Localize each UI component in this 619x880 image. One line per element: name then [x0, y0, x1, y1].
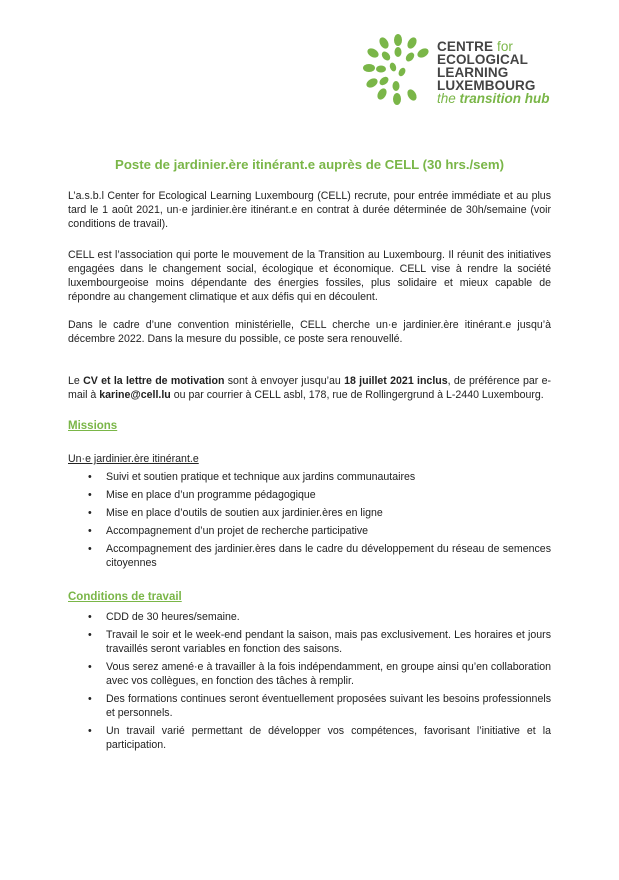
list-item: • Des formations continues seront éventuellement proposées suivant les besoins professionnels et personnels.	[68, 692, 551, 720]
leaf-circle-icon	[362, 34, 434, 106]
conditions-heading: Conditions de travail	[68, 591, 182, 603]
list-item: • Suivi et soutien pratique et technique aux jardins communautaires	[68, 470, 551, 484]
apply-text-3: , de préférence par e-mail à	[68, 375, 551, 401]
list-item: • Mise en place d’outils de soutien aux jardinier.ères en ligne	[68, 506, 551, 520]
apply-email-link[interactable]: karine@cell.lu	[99, 389, 171, 401]
conditions-list	[68, 610, 551, 756]
about-paragraph: CELL est l’association qui porte le mouvement de la Transition au Luxembourg. Il réunit des initiatives engagées dans le changement social, écologique et économique. CELL vise à rendre la société luxembourgeoise moins dépendante des énergies fossiles, plus solidaire et mieux capable de répondre au changement climatique et aux défis qui en découlent.	[68, 249, 551, 303]
convention-paragraph: Dans le cadre d’une convention ministérielle, CELL cherche un·e jardinier.ère itinérant.e jusqu’à décembre 2022. Dans la mesure du possible, ce poste sera renouvellé.	[68, 319, 551, 345]
apply-bold-deadline: 18 juillet 2021 inclus	[344, 375, 448, 387]
apply-text-1: Le	[68, 375, 84, 387]
list-item: • Accompagnement des jardinier.ères dans le cadre du développement du réseau de semences citoyennes	[68, 542, 551, 570]
logo-line-centre: CENTRE	[437, 39, 494, 54]
list-item: • Mise en place d’un programme pédagogique	[68, 488, 551, 502]
list-item: • Accompagnement d’un projet de recherche participative	[68, 524, 551, 538]
logo-line-the: the	[437, 91, 456, 106]
page-title: Poste de jardinier.ère itinérant.e auprès de CELL (30 hrs./sem)	[115, 157, 504, 172]
logo-line-for: for	[496, 39, 514, 54]
list-item: • CDD de 30 heures/semaine.	[68, 610, 551, 624]
logo-wordmark	[437, 40, 550, 105]
intro-paragraph: L’a.s.b.l Center for Ecological Learning Luxembourg (CELL) recrute, pour entrée immédiate et au plus tard le 1 août 2021, un·e jardinier.ère itinérant.e en contrat à durée déterminée de 30h/semaine (voir conditions de travail).	[68, 190, 551, 230]
logo-line-transition-hub: transition hub	[459, 91, 550, 106]
missions-subheading: Un·e jardinier.ère itinérant.e	[68, 453, 199, 465]
logo-line-learning: LEARNING	[437, 65, 509, 80]
list-item: • Travail le soir et le week-end pendant la saison, mais pas exclusivement. Les horaires et jours travaillés seront variables en fonction des saisons.	[68, 628, 551, 656]
missions-list	[68, 470, 551, 574]
apply-paragraph	[68, 374, 551, 402]
list-item: • Un travail varié permettant de développer vos compétences, favorisant l’initiative et la participation.	[68, 724, 551, 752]
apply-bold-cv: CV et la lettre de motivation	[83, 375, 225, 387]
logo-line-luxembourg: LUXEMBOURG	[437, 78, 536, 93]
list-item: • Vous serez amené·e à travailler à la fois indépendamment, en groupe ainsi qu’en collaboration avec vos collègues, en fonction des tâches à remplir.	[68, 660, 551, 688]
cell-logo	[362, 28, 562, 118]
missions-heading: Missions	[68, 420, 118, 432]
apply-text-4: ou par courrier à CELL asbl, 178, rue de Rollingergrund à L-2440 Luxembourg.	[170, 389, 544, 401]
logo-line-ecological: ECOLOGICAL	[437, 52, 528, 67]
apply-text-2: sont à envoyer jusqu’au	[224, 375, 345, 387]
